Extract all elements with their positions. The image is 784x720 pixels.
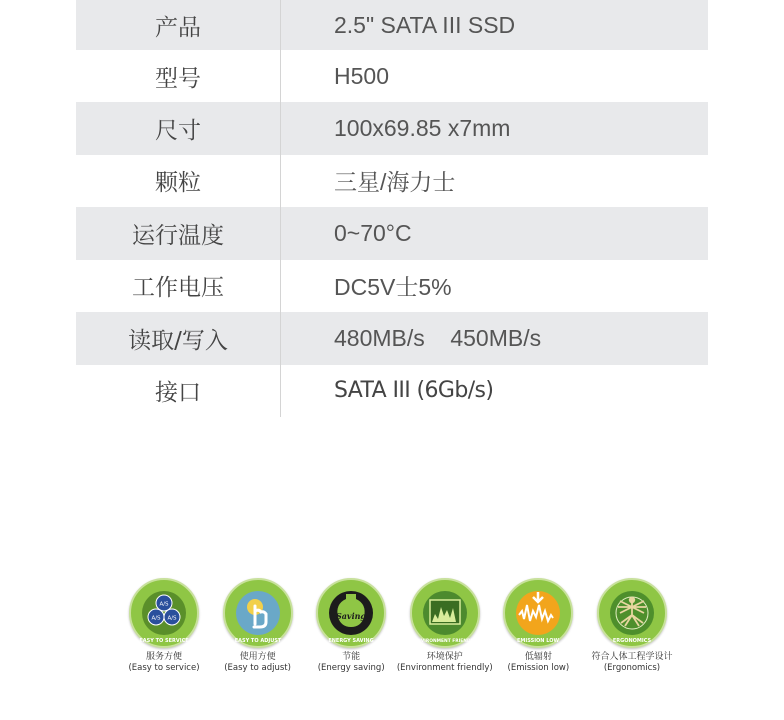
feature-easy-to-service [118, 578, 210, 674]
badge-ring-text: EMISSION LOW [517, 638, 560, 644]
spec-row-size [76, 102, 708, 155]
spec-value: 100x69.85 x7mm [334, 114, 511, 141]
spec-value: SATA III (6Gb/s) [334, 378, 494, 404]
feature-energy-saving [305, 578, 397, 674]
badge-ring-text: EASY TO SERVICE [139, 638, 189, 644]
spec-row-voltage [76, 260, 708, 313]
spec-label: 接口 [76, 365, 281, 418]
touch-icon [223, 578, 293, 648]
spec-label: 产品 [76, 0, 281, 50]
feature-label-en: (Ergonomics) [603, 663, 661, 673]
badge-ring-text: ENVIRONMENT FRIENDLY [413, 639, 476, 644]
badge-inner-text: Saving [336, 611, 367, 621]
emission-icon [503, 578, 573, 648]
spec-value: H500 [334, 62, 389, 89]
feature-easy-to-adjust [212, 578, 304, 674]
badge-ring-text: ENERGY SAVING [328, 638, 374, 644]
feature-label-cn: 符合人体工程学设计 [591, 652, 673, 662]
spec-value: DC5V士5% [334, 274, 452, 301]
spec-label: 工作电压 [76, 260, 281, 313]
feature-label-cn: 低辐射 [524, 652, 552, 662]
spec-row-flash [76, 155, 708, 208]
energy-saving-icon [316, 578, 386, 648]
spec-row-read-write [76, 312, 708, 365]
badge-inner-text: A/S [151, 615, 161, 622]
feature-label-cn: 服务方便 [145, 652, 182, 662]
spec-row-temperature [76, 207, 708, 260]
feature-label-cn: 节能 [342, 652, 361, 662]
spec-label: 读取/写入 [76, 312, 281, 365]
feature-label-en: (Emission low) [507, 663, 570, 673]
badge-ring-text: ERGONOMICS [612, 638, 652, 644]
spec-row-product [76, 0, 708, 50]
feature-label-en: (Easy to adjust) [224, 663, 291, 673]
feature-badges [118, 578, 678, 674]
badge-inner-text: A/S [167, 615, 177, 622]
spec-row-interface [76, 365, 708, 418]
feature-label-en: (Energy saving) [317, 663, 385, 673]
feature-emission-low [492, 578, 584, 674]
feature-environment-friendly [396, 578, 493, 674]
badge-inner-text: A/S [159, 601, 169, 608]
spec-value: 2.5" SATA III SSD [334, 11, 516, 38]
spec-value: 三星/海力士 [334, 169, 456, 196]
feature-label-cn: 环境保护 [426, 652, 463, 662]
spec-value: 0~70°C [334, 219, 412, 246]
spec-label: 型号 [76, 50, 281, 102]
spec-label: 运行温度 [76, 207, 281, 260]
spec-table [76, 0, 708, 417]
spec-label: 颗粒 [76, 155, 281, 208]
service-icon [129, 578, 199, 648]
feature-ergonomics [586, 578, 678, 674]
badge-ring-text: EASY TO ADJUST [234, 638, 281, 644]
feature-label-en: (Easy to service) [128, 663, 200, 673]
environment-icon [410, 578, 480, 648]
feature-label-en: (Environment friendly) [396, 663, 493, 673]
ergonomics-icon [597, 578, 667, 648]
spec-value: 480MB/s 450MB/s [334, 324, 542, 351]
feature-label-cn: 使用方便 [239, 652, 276, 662]
spec-row-model [76, 50, 708, 102]
spec-label: 尺寸 [76, 102, 281, 155]
